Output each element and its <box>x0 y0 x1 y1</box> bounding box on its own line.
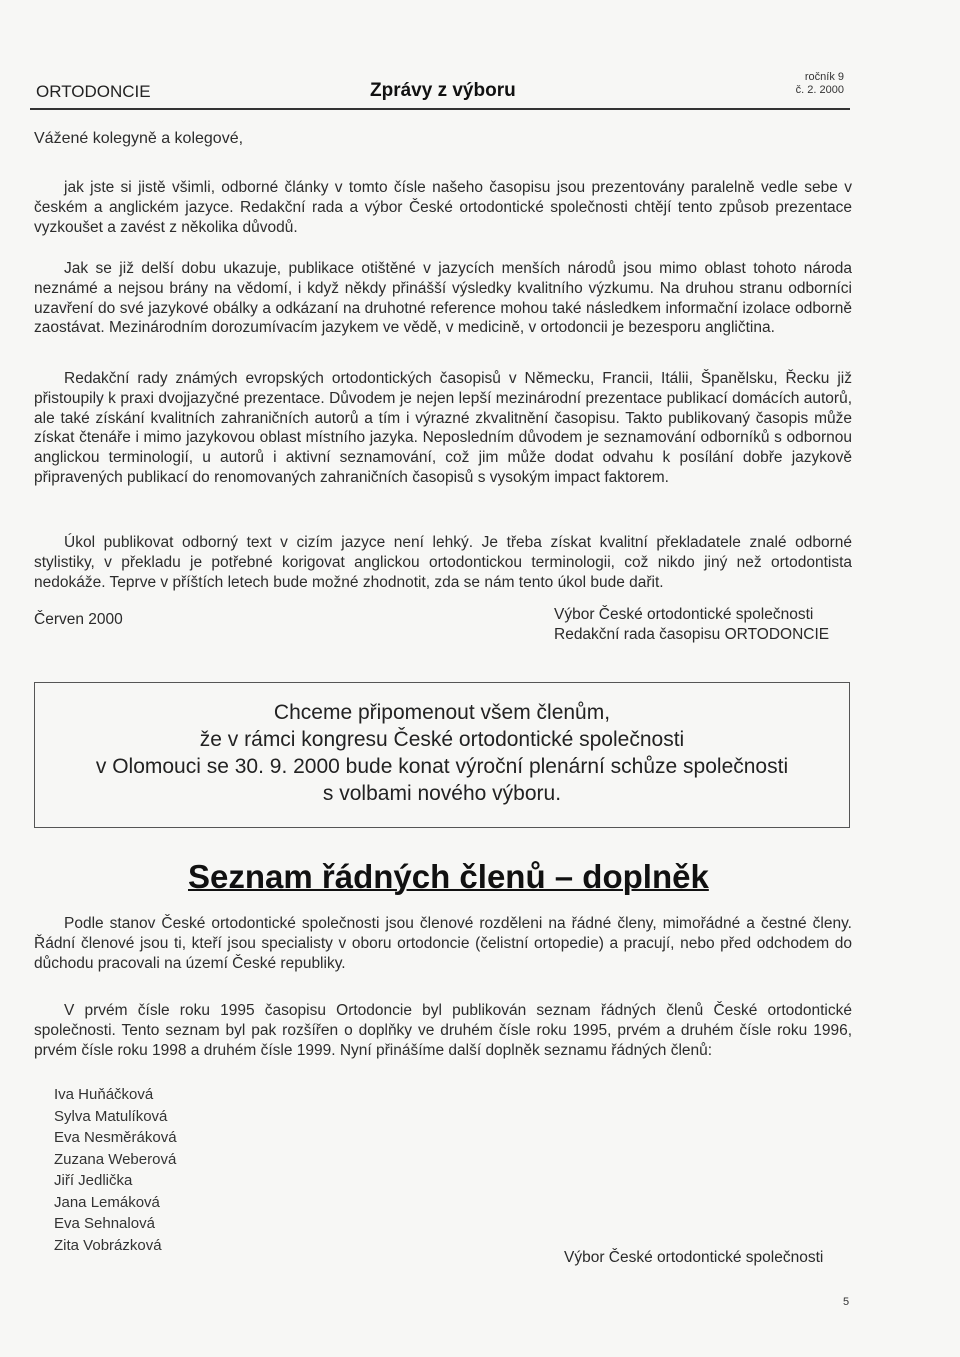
members-signature: Výbor České ortodontické společnosti <box>564 1249 824 1266</box>
list-item: Jana Lemáková <box>54 1193 160 1211</box>
letter-paragraph <box>34 533 852 592</box>
journal-name: ORTODONCIE <box>36 82 151 101</box>
volume-label: ročník 9 <box>804 71 844 83</box>
page-number: 5 <box>843 1296 850 1308</box>
list-item: Jiří Jedlička <box>54 1172 133 1189</box>
paragraph-text: V prvém čísle roku 1995 časopisu Ortodoncie byl publikován seznam řádných členů České ortodontické společnosti. Tento seznam byl pak rozšířen o doplňky ve druhém čísle roku 1995, prvém a druhém čísle roku 1996, prvém čísle roku 1998 a druhém čísle 1999. Nyní přinášíme další doplněk seznamu řádných členů: <box>34 1002 852 1059</box>
page-header <box>30 66 850 106</box>
issue-label: č. 2. 2000 <box>795 84 844 96</box>
issue-info <box>796 71 844 97</box>
letter-signature <box>554 605 829 645</box>
letter-salutation: Vážené kolegyně a kolegové, <box>34 130 244 147</box>
paragraph-text: Redakční rady známých evropských ortodontických časopisů v Německu, Francii, Itálii, Španělsku, Řecku již přistoupily k praxi dvojjazyčné prezentace. Důvodem je nejen lepší mezinárodní prezentace publikací domácích autorů, ale také získání kvalitních zahraničních autorů a tím i výrazné zkvalitnění časopisu. Takto publikovaný časopis může získat čtenáře i mimo jazykovou oblast místního jazyka. Neposledním důvodem je seznamování odborníků s odbornou anglickou terminologií, u autorů i aktivní seznamování, což jim může dodat odvahu k posílání dobře jazykově připravených publikací do renomovaných zahraničních časopisů s vysokým impact faktorem. <box>34 370 852 486</box>
notice-box <box>34 682 850 828</box>
list-item: Sylva Matulíková <box>54 1107 168 1125</box>
letter-paragraph <box>34 178 852 237</box>
member-list <box>54 1084 177 1256</box>
list-item: Iva Huňáčková <box>54 1086 154 1103</box>
paragraph-text: Podle stanov České ortodontické společnosti jsou členové rozděleni na řádné členy, mimořádné a čestné členy. Řádní členové jsou ti, kteří jsou specialisty v oboru ortodoncie (čelistní ortopedie) a pracují, nebo před odchodem do důchodu pracovali na území České republiky. <box>34 915 852 972</box>
section-name: Zprávy z výboru <box>370 80 516 101</box>
paragraph-text: jak jste si jistě všimli, odborné články v tomto čísle našeho časopisu jsou prezentovány paralelně vedle sebe v českém a anglickém jazyce. Redakční rada a výbor České ortodontické společnosti chtějí tento způsob prezentace vyzkoušet a zavést z několika důvodů. <box>34 179 852 236</box>
list-item: Eva Nesměráková <box>54 1129 177 1146</box>
header-rule <box>30 108 850 110</box>
members-paragraph <box>34 1001 852 1060</box>
letter-paragraph <box>34 369 852 488</box>
letter-date: Červen 2000 <box>34 611 123 628</box>
list-item: Zita Vobrázková <box>54 1236 162 1254</box>
signature-line: Výbor České ortodontické společnosti <box>554 606 814 623</box>
paragraph-text: Úkol publikovat odborný text v cizím jazyce není lehký. Je třeba získat kvalitní překladatele znalé odborné stylistiky, v překladu je potřebné korigovat anglickou ortodontickou terminologii, což nikdo jiný než ortodontista nedokáže. Teprve v příštích letech bude možné zhodnotit, zda se nám tento úkol bude dařit. <box>34 534 852 591</box>
notice-line: v Olomouci se 30. 9. 2000 bude konat výroční plenární schůze společnosti <box>95 755 789 778</box>
members-paragraph <box>34 914 852 973</box>
signature-line: Redakční rada časopisu ORTODONCIE <box>554 626 830 643</box>
list-item: Eva Sehnalová <box>54 1215 155 1232</box>
section-title: Seznam řádných členů – doplněk <box>188 858 709 895</box>
paragraph-text: Jak se již delší dobu ukazuje, publikace otištěné v jazycích menších národů jsou mimo oblast tohoto národa neznámé a nejsou brány na vědomí, i když někdy přinášší výsledky kvalitního výzkumu. Na druhou stranu odborníci uzavření do své jazykové obálky a odkázaní na druhotné reference mohou také následkem informační izolace odborně zaostávat. Mezinárodním dorozumívacím jazykem ve vědě, v medicině, v ortodoncii je bezesporu angličtina. <box>34 260 852 337</box>
letter-paragraph <box>34 259 852 338</box>
notice-line: s volbami nového výboru. <box>322 782 562 805</box>
list-item: Zuzana Weberová <box>54 1150 177 1168</box>
notice-line: že v rámci kongresu České ortodontické společnosti <box>199 728 685 751</box>
notice-line: Chceme připomenout všem členům, <box>273 701 611 724</box>
